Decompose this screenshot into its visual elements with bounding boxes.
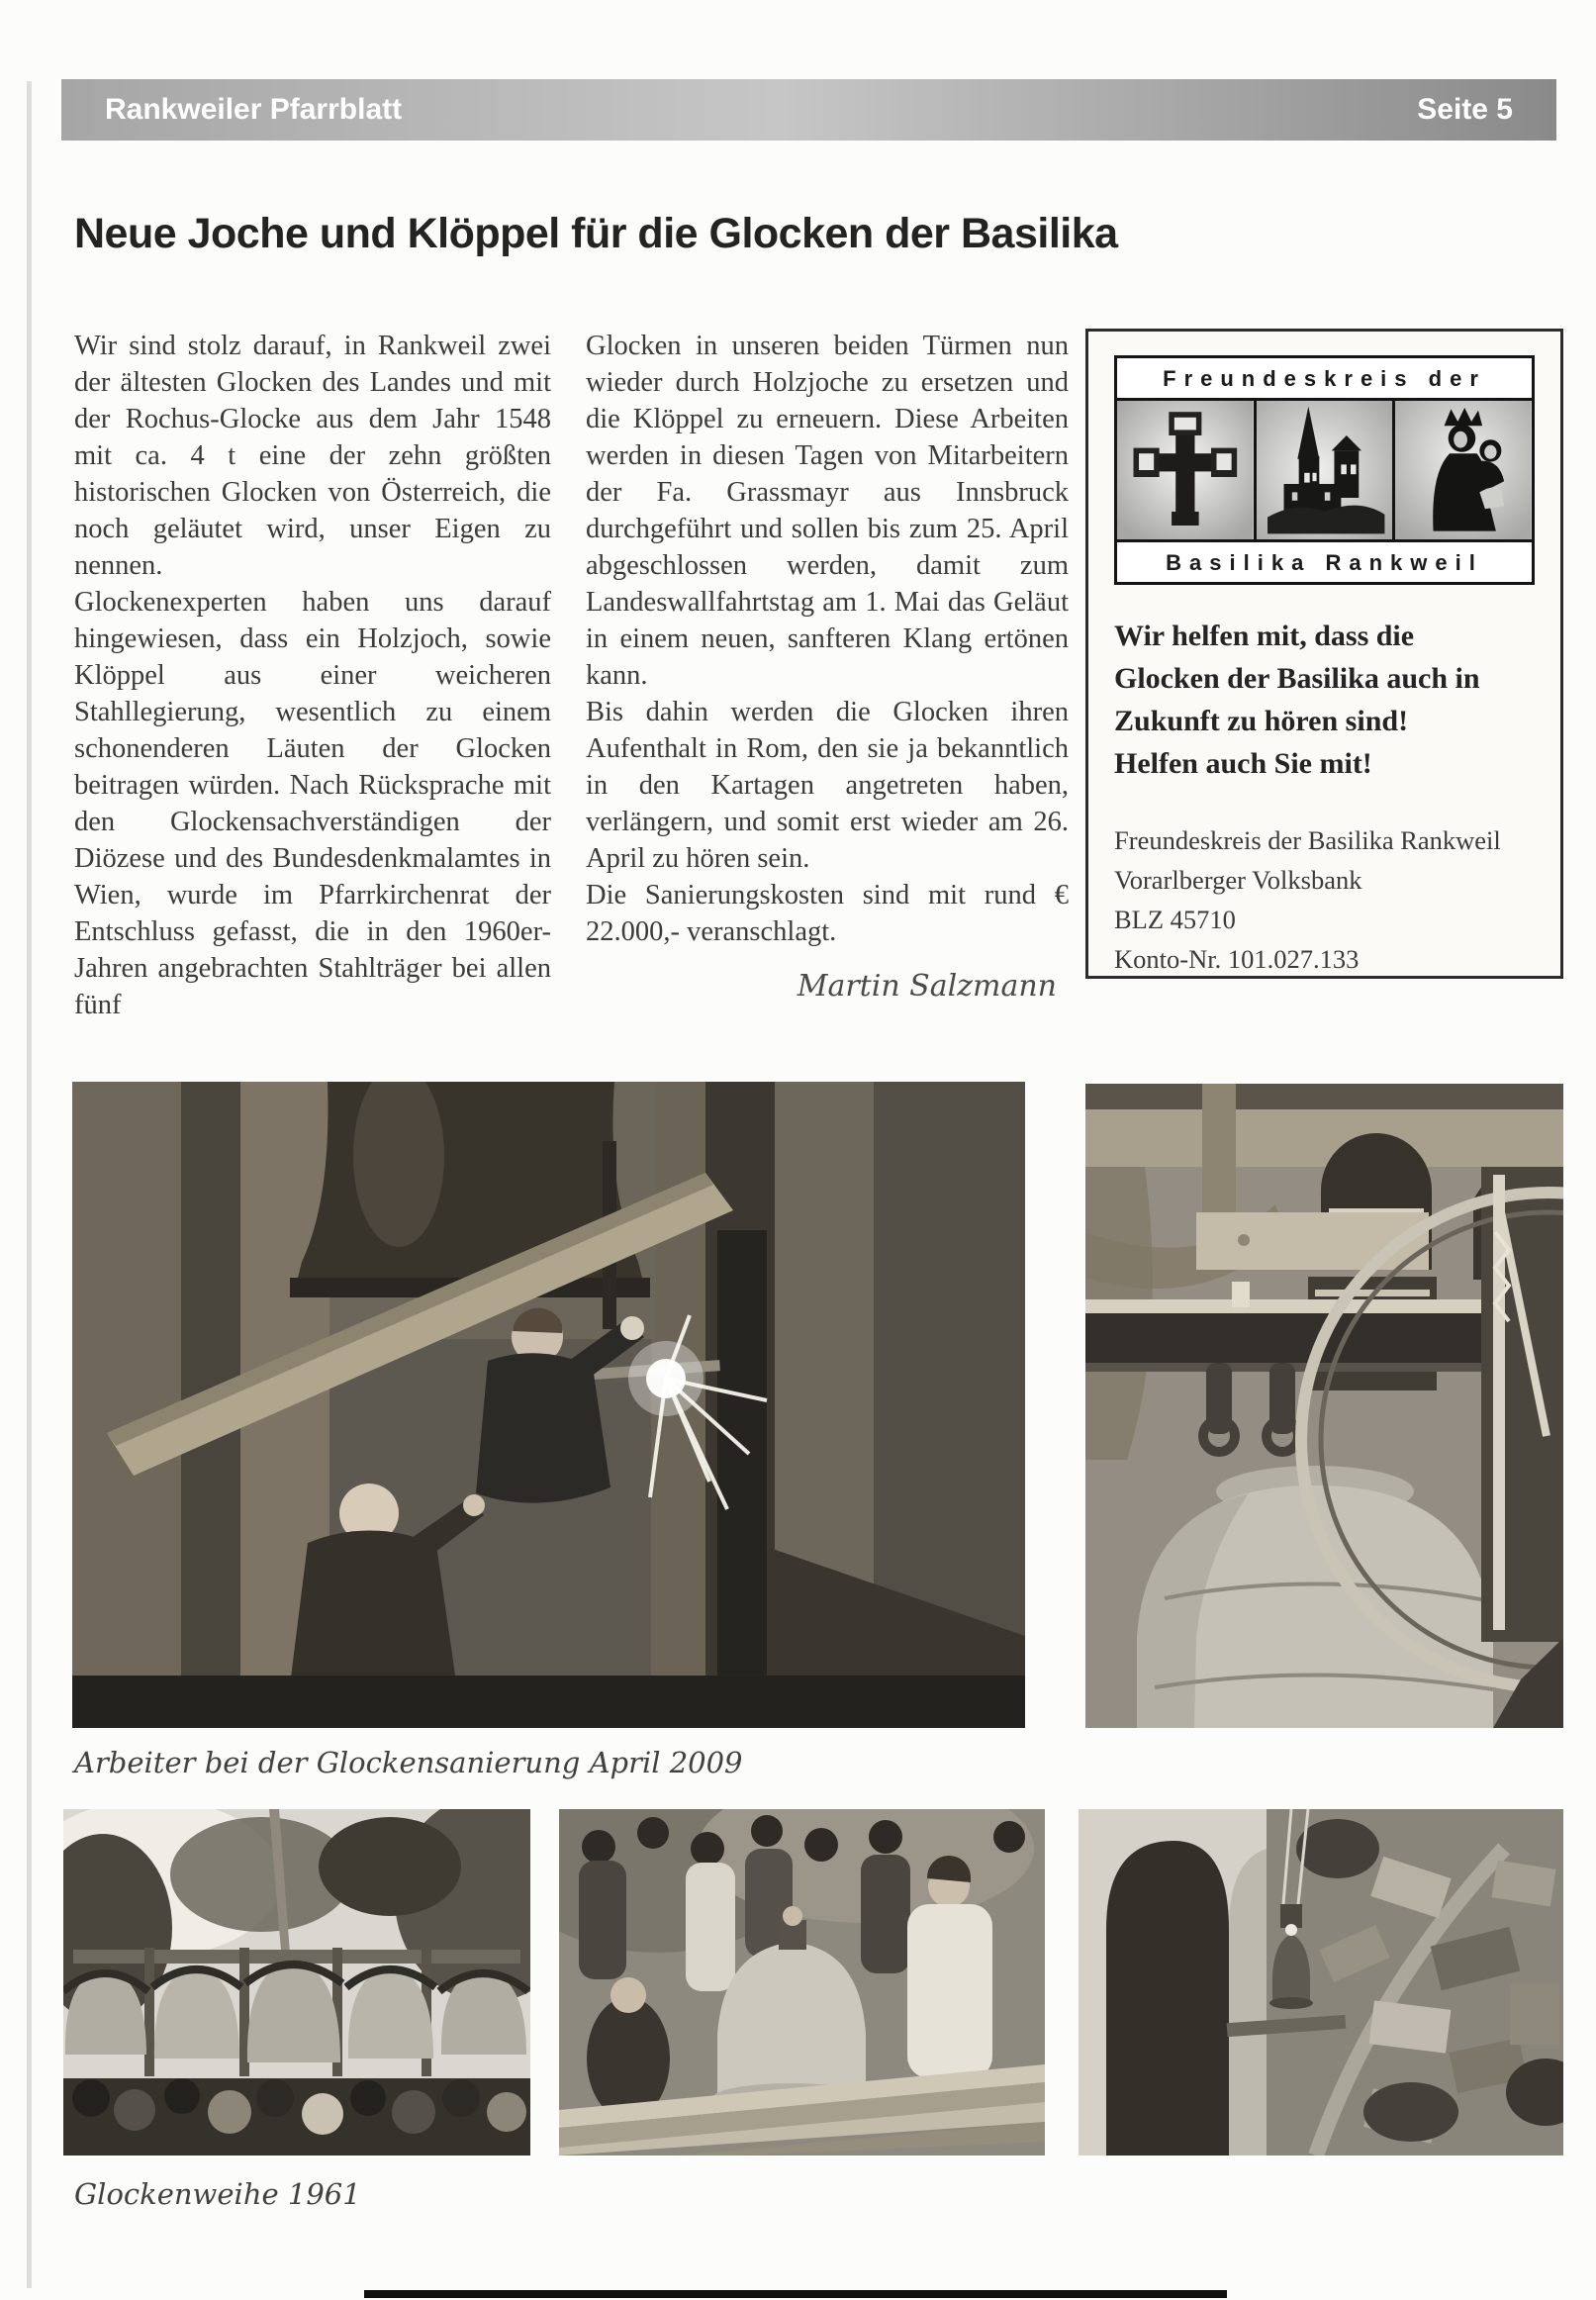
logo-top-text: Freundeskreis der <box>1163 366 1486 391</box>
paragraph: Glockenexperten haben uns darauf hingewiesen, dass ein Holzjoch, sowie Klöppel aus einer weicheren Stahllegierung, wesentlich zu einem schonenderen Läuten der Glocken beitragen würden. Nach Rücksprache mit den Glockensachverständigen der Diözese und des Bundesdenkmalamtes in Wien, wurde im Pfarrkirchenrat der Entschluss gefasst, die in den 1960er-Jahren angebrachten Stahlträger bei allen fünf <box>74 587 551 1020</box>
appeal-line: Zukunft zu hören sind! <box>1114 705 1409 737</box>
appeal-text <box>1114 615 1535 785</box>
scan-edge-artifact-left <box>27 81 32 2288</box>
basilica-icon <box>1254 401 1393 539</box>
bank-line: Vorarlberger Volksbank <box>1114 865 1362 895</box>
scan-edge-artifact-bottom <box>364 2290 1227 2298</box>
donation-box <box>1085 329 1563 979</box>
paragraph: Glocken in unseren beiden Türmen nun wieder durch Holzjoche zu ersetzen und die Klöppel zu erneuern. Diese Arbeiten werden in diesen Tagen von Mitarbeitern der Fa. Grassmayr aus Innsbruck durchgeführt und sollen bis zum 25. April abgeschlossen werden, damit zum Landeswallfahrtstag am 1. Mai das Geläut in einem neuen, sanfteren Klang ertönen kann. <box>586 331 1069 691</box>
author-signature: Martin Salzmann <box>797 969 1057 1004</box>
page-number: Seite 5 <box>1417 93 1513 126</box>
appeal-line: Helfen auch Sie mit! <box>1114 747 1372 780</box>
logo-bottom-text: Basilika Rankweil <box>1166 550 1483 575</box>
cross-icon <box>1117 401 1254 539</box>
photo-bell-renovation-workers <box>72 1082 1025 1728</box>
header-title: Rankweiler Pfarrblatt <box>105 93 403 126</box>
photo-bell-consecration-carry <box>559 1809 1045 2156</box>
article-column-1 <box>74 328 551 1023</box>
logo-panels <box>1117 398 1532 542</box>
paragraph: Wir sind stolz darauf, in Rankweil zwei der ältesten Glocken des Landes und mit der Rochus-Glocke aus dem Jahr 1548 mit ca. 4 t eine der zehn größten historischen Glocken von Österreich, die noch geläutet wird, unser Eigen zu nennen. <box>74 331 551 581</box>
appeal-line: Glocken der Basilika auch in <box>1114 662 1480 695</box>
bank-details <box>1114 820 1535 979</box>
header-bar <box>61 79 1556 141</box>
caption-renovation: Arbeiter bei der Glockensanierung April 2009 <box>74 1746 743 1779</box>
madonna-icon <box>1392 401 1532 539</box>
bank-line: BLZ 45710 <box>1114 905 1236 934</box>
appeal-line: Wir helfen mit, dass die <box>1114 620 1415 652</box>
photo-bell-consecration-bells <box>63 1809 530 2156</box>
friends-of-basilica-logo <box>1114 355 1535 585</box>
article-column-2 <box>586 328 1069 1005</box>
photo-bell-with-wheel <box>1085 1084 1563 1728</box>
bank-line: Freundeskreis der Basilika Rankweil <box>1114 825 1501 855</box>
caption-consecration: Glockenweihe 1961 <box>74 2177 361 2211</box>
paragraph: Bis dahin werden die Glocken ihren Aufenthalt in Rom, den sie ja bekanntlich in den Kartagen angetreten haben, verlängern, und somit erst wieder am 26. April zu hören sein. <box>586 697 1069 874</box>
article-headline: Neue Joche und Klöppel für die Glocken der Basilika <box>74 210 1118 257</box>
photo-bell-aerial-view <box>1079 1809 1563 2156</box>
bank-line: Konto-Nr. 101.027.133 <box>1114 944 1360 974</box>
paragraph: Die Sanierungskosten sind mit rund € 22.000,- veranschlagt. <box>586 880 1069 947</box>
